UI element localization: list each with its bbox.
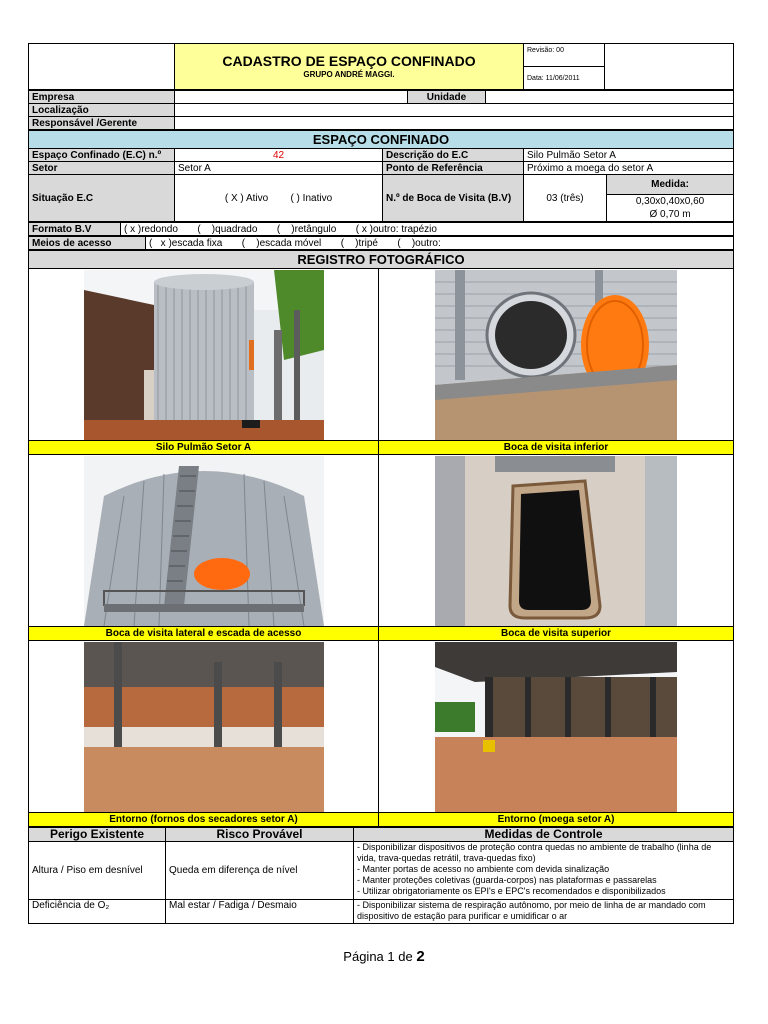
photo-cell-silo: [29, 269, 379, 441]
unidade-field[interactable]: [486, 91, 734, 104]
medida-item: - Manter proteções coletivas (guarda-corpos) nas plataformas e passarelas: [357, 875, 657, 885]
entorno-moega-photo: [435, 642, 677, 812]
meios-options[interactable]: ( x )escada fixa ( )escada móvel ( )tripé ( )outro:: [146, 237, 734, 250]
localizacao-label: Localização: [29, 104, 175, 117]
ponto-value: Próximo a moega do setor A: [524, 162, 734, 175]
formato-options[interactable]: ( x )redondo ( )quadrado ( )retângulo ( x )outro: trapézio: [121, 223, 734, 236]
medida-item: - Manter portas de acesso no ambiente com devida sinalização: [357, 864, 610, 874]
medida-label: Medida:: [607, 175, 734, 195]
meios-label: Meios de acesso: [29, 237, 146, 250]
caption-entorno-fornos: Entorno (fornos dos secadores setor A): [29, 813, 379, 827]
formato-table: [28, 222, 734, 236]
hazard-perigo: Altura / Piso em desnível: [29, 842, 166, 900]
medida-item: - Disponibilizar dispositivos de proteção contra quedas no ambiente de trabalho (linha de vida, trava-quedas retrátil, trava-quedas fixo): [357, 842, 712, 863]
boca-value: 03 (três): [524, 175, 607, 222]
espaco-table: [28, 130, 734, 222]
empresa-label: Empresa: [29, 91, 175, 104]
photo-table: [28, 250, 734, 827]
blank-header-cell: [605, 44, 734, 90]
page-title: CADASTRO DE ESPAÇO CONFINADO: [222, 53, 476, 69]
date-label: Data: 11/06/2011: [524, 67, 605, 90]
caption-boca-superior: Boca de visita superior: [379, 627, 734, 641]
situacao-options[interactable]: [175, 175, 383, 222]
photo-cell-boca-lateral: [29, 455, 379, 627]
hazards-col-perigo: Perigo Existente: [29, 828, 166, 842]
header-table: [28, 43, 734, 90]
page-of: de: [398, 949, 413, 964]
header-title-cell: [175, 44, 524, 90]
descricao-label: Descrição do E.C: [383, 149, 524, 162]
logo-area: [29, 44, 175, 90]
photo-cell-boca-inferior: [379, 269, 734, 441]
page-footer: [0, 948, 768, 965]
medida-value-2: Ø 0,70 m: [649, 209, 691, 220]
medida-item: - Disponibilizar sistema de respiração autônomo, por meio de linha de ar mandado com dispositivo de estação para purificar e umidificar o ar: [357, 900, 706, 921]
page-total: 2: [416, 948, 425, 965]
unidade-label: Unidade: [408, 91, 486, 104]
page-prefix: Página: [343, 949, 384, 964]
formato-label: Formato B.V: [29, 223, 121, 236]
ec-value: 42: [175, 149, 383, 162]
caption-silo: Silo Pulmão Setor A: [29, 441, 379, 455]
photo-cell-boca-superior: [379, 455, 734, 627]
boca-inferior-photo: [435, 270, 677, 440]
hazard-row: [29, 842, 734, 900]
localizacao-field[interactable]: [175, 104, 734, 117]
photo-cell-entorno-moega: [379, 641, 734, 813]
setor-label: Setor: [29, 162, 175, 175]
medida-value-1: 0,30x0,40x0,60: [635, 196, 705, 207]
responsavel-label: Responsável /Gerente: [29, 117, 175, 130]
situacao-label: Situação E.C: [29, 175, 175, 222]
ec-label: Espaço Confinado (E.C) n.º: [29, 149, 175, 162]
company-table: [28, 90, 734, 130]
silo-photo: [84, 270, 324, 440]
hazard-perigo: Deficiência de O₂: [29, 900, 166, 924]
form-sheet: [28, 43, 733, 924]
caption-boca-inferior: Boca de visita inferior: [379, 441, 734, 455]
medida-item: - Utilizar obrigatoriamente os EPI's e EPC's recomendados e disponibilizados: [357, 886, 666, 896]
espaco-section-title: ESPAÇO CONFINADO: [29, 131, 734, 149]
inativo-option[interactable]: ( ) Inativo: [290, 192, 333, 204]
boca-lateral-photo: [84, 456, 324, 626]
hazard-row: [29, 900, 734, 924]
ponto-label: Ponto de Referência: [383, 162, 524, 175]
ativo-option[interactable]: ( X ) Ativo: [224, 192, 269, 204]
descricao-value: Silo Pulmão Setor A: [524, 149, 734, 162]
hazard-risco: Queda em diferença de nível: [166, 842, 354, 900]
photo-section-title: REGISTRO FOTOGRÁFICO: [29, 251, 734, 269]
boca-label: N.º de Boca de Visita (B.V): [383, 175, 524, 222]
responsavel-field[interactable]: [175, 117, 734, 130]
hazards-table: [28, 827, 734, 924]
hazards-col-risco: Risco Provável: [166, 828, 354, 842]
hazard-medidas: [354, 900, 734, 924]
revision-label: Revisão: 00: [524, 44, 605, 67]
empresa-field[interactable]: [175, 91, 408, 104]
photo-cell-entorno-fornos: [29, 641, 379, 813]
entorno-fornos-photo: [84, 642, 324, 812]
boca-superior-photo: [435, 456, 677, 626]
medida-values: [607, 195, 734, 222]
page-number: 1: [387, 949, 395, 964]
page-subtitle: GRUPO ANDRÉ MAGGI.: [303, 70, 395, 79]
setor-value: Setor A: [175, 162, 383, 175]
hazard-risco: Mal estar / Fadiga / Desmaio: [166, 900, 354, 924]
caption-boca-lateral: Boca de visita lateral e escada de acesso: [29, 627, 379, 641]
meios-table: [28, 236, 734, 250]
caption-entorno-moega: Entorno (moega setor A): [379, 813, 734, 827]
hazard-medidas: [354, 842, 734, 900]
hazards-col-medidas: Medidas de Controle: [354, 828, 734, 842]
